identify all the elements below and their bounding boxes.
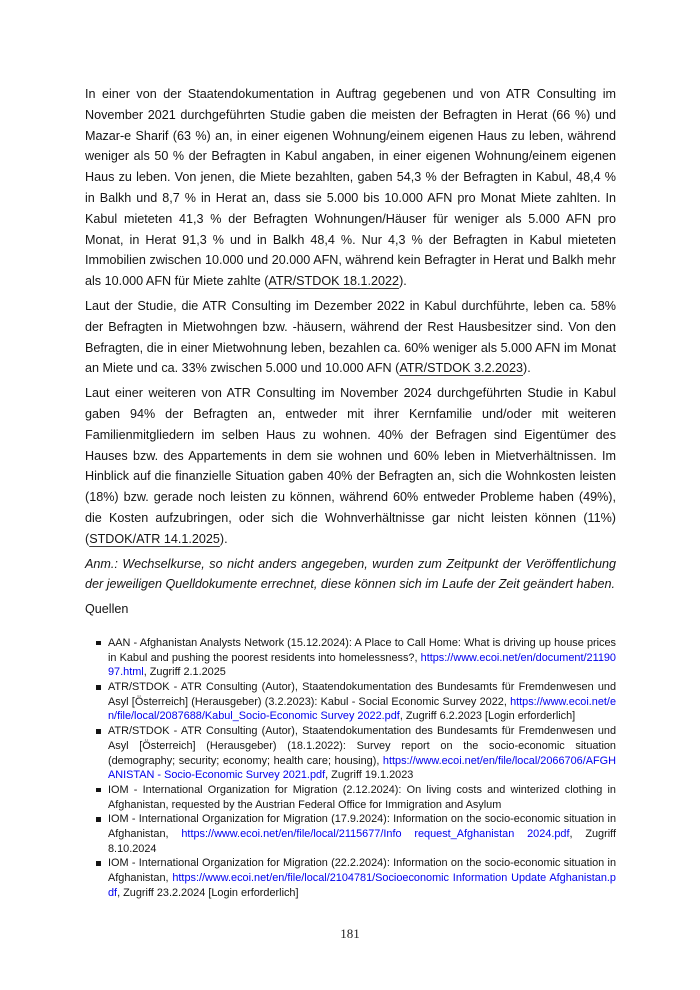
bullet-square-icon [96, 861, 101, 866]
paragraph-text: Laut der Studie, die ATR Consulting im Dezember 2022 in Kabul durchführte, leben ca. 58% der Befragten in Mietwohngen bzw. -häusern, während der Rest Hausbesitzer sind. Von den Befragten, die in einer Mietwohnung leben, bezahlen ca. 60% weniger als 5.000 AFN im Monat an Miete und ca. 33% zwischen 5.000 und 10.000 AFN ( [85, 298, 616, 376]
paragraph-atr-study-2021 [85, 84, 616, 292]
source-url-link[interactable]: https://www.ecoi.net/en/document/2119097.html [108, 651, 616, 679]
paragraph-text: ). [523, 361, 531, 376]
source-text: ATR/STDOK - ATR Consulting (Autor), Staatendokumentation des Bundesamts für Fremdenwesen und Asyl [Österreich] (Herausgeber) (3.2.2023): Kabul - Social Economic Survey 2022, [108, 681, 616, 708]
paragraph-text: ). [219, 531, 228, 546]
source-url-link[interactable]: https://www.ecoi.net/en/file/local/2104781/Socioeconomic Information Update Afghanistan.pdf [108, 872, 616, 899]
bullet-square-icon [96, 788, 101, 793]
paragraph-atr-study-2022 [85, 296, 616, 379]
paragraph-text: ). [399, 274, 407, 289]
source-url-link[interactable]: https://www.ecoi.net/en/file/local/2115677/Info request_Afghanistan 2024.pdf [181, 828, 570, 841]
source-text: , Zugriff 23.2.2024 [Login erforderlich] [117, 886, 299, 899]
source-item-iom-sep-2024 [85, 812, 616, 856]
source-text: , Zugriff 2.1.2025 [143, 666, 226, 679]
source-text: ATR/STDOK - ATR Consulting (Autor), Staatendokumentation des Bundesamts für Fremdenwesen und Asyl [Österreich] (Herausgeber) (18.1.2022): Survey report on the socio-economic situation (demography; security; economy; health care; housing), [108, 725, 616, 767]
citation-link-atr-stdok-2022[interactable]: ATR/STDOK 18.1.2022 [268, 274, 400, 289]
exchange-rate-note: Anm.: Wechselkurse, so nicht anders angegeben, wurden zum Zeitpunkt der Veröffentlichung der jeweiligen Quelldokumente errechnet, diese können sich im Laufe der Zeit geändert haben. [85, 556, 616, 592]
paragraph-text: Laut einer weiteren von ATR Consulting im November 2024 durchgeführten Studie in Kabul gaben 94% der Befragten an, entweder mit ihrer Kernfamilie und/oder mit weiteren Familienmitgliedern im selben Haus zu wohnen. 40% der Befragen sind Eigentümer des Hauses bzw. des Appartements in dem sie wohnen und 60% leben in Mietverhältnissen. Im Hinblick auf die finanzielle Situation gaben 40% der Befragten an, sich die Wohnkosten leisten (18%) bzw. gerade noch leisten zu können, während 60% entweder Probleme haben (49%), die Kosten aufzubringen, oder sich die Wohnverhältnisse gar nicht leisten können (11%) ( [85, 386, 616, 546]
paragraph-text: In einer von der Staatendokumentation in Auftrag gegebenen und von ATR Consulting im November 2021 durchgeführten Studie gaben die meisten der Befragten in Herat (66 %) und Mazar-e Sharif (63 %) an, in einer eigenen Wohnung/einem eigenen Haus zu leben, während weniger als 50 % der Befragten in Kabul angaben, in einer eigenen Wohnung/einem eigenen Haus zu leben. Von jenen, die Miete bezahlten, gaben 54,3 % der Befragten in Kabul, 48,4 % in Balkh und 8,7 % in Herat an, dass sie 5.000 bis 10.000 AFN pro Monat Miete zahlten. In Kabul mieteten 41,3 % der Befragten Wohnungen/Häuser für weniger als 5.000 AFN pro Monat, in Herat 91,3 % und in Balkh 48,4 %. Nur 4,3 % der Befragten in Kabul mieteten Immobilien zwischen 10.000 und 20.000 AFN, während kein Befragter in Herat und Balkh mehr als 10.000 AFN für Miete zahlte ( [85, 87, 616, 289]
citation-link-atr-stdok-2023[interactable]: ATR/STDOK 3.2.2023 [399, 361, 523, 376]
source-url-link[interactable]: https://www.ecoi.net/en/file/local/2066706/AFGHANISTAN - Socio-Economic Survey 2021.pdf [108, 754, 616, 782]
source-item-atr-stdok-2022 [85, 724, 616, 783]
page-content [85, 84, 616, 901]
page-number: 181 [340, 926, 360, 941]
source-text: , Zugriff 19.1.2023 [325, 769, 414, 782]
source-item-aan [85, 636, 616, 680]
bullet-square-icon [96, 685, 101, 690]
source-url-link[interactable]: https://www.ecoi.net/en/file/local/2087688/Kabul_Socio-Economic Survey 2022.pdf [108, 695, 616, 723]
source-item-atr-stdok-2023 [85, 680, 616, 724]
source-item-iom-dec-2024 [85, 783, 616, 812]
bullet-square-icon [96, 817, 101, 822]
source-text: IOM - International Organization for Migration (17.9.2024): Information on the socio-economic situation in Afghanistan, [108, 813, 616, 841]
source-text: , Zugriff 6.2.2023 [Login erforderlich] [399, 710, 576, 723]
citation-link-stdok-atr-2025[interactable]: STDOK/ATR 14.1.2025 [89, 531, 220, 546]
source-item-iom-feb-2024 [85, 856, 616, 900]
bullet-square-icon [96, 729, 101, 734]
source-text: IOM - International Organization for Migration (22.2.2024): Information on the socio-economic situation in Afghanistan, [108, 857, 616, 885]
paragraph-atr-study-2024 [85, 383, 616, 549]
source-text: , Zugriff 8.10.2024 [108, 828, 616, 855]
source-text: AAN - Afghanistan Analysts Network (15.12.2024): A Place to Call Home: What is driving up house prices in Kabul and pushing the poorest residents into homelessness?, [108, 636, 616, 664]
source-text: IOM - International Organization for Migration (2.12.2024): On living costs and winterized clothing in Afghanistan, requested by the Austrian Federal Office for Immigration and Asylum [108, 783, 616, 811]
bullet-square-icon [96, 641, 101, 646]
sources-list [85, 636, 616, 901]
sources-heading: Quellen [85, 602, 129, 617]
